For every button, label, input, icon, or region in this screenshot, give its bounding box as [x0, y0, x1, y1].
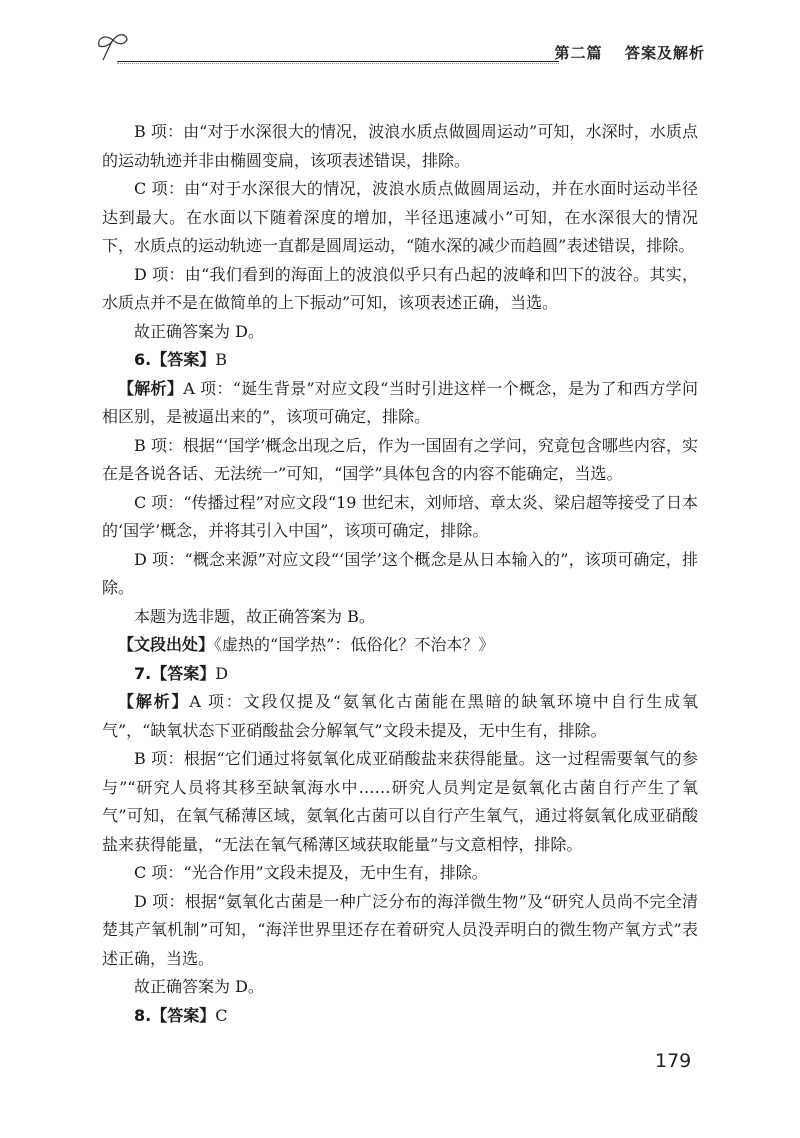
header-rule	[117, 61, 559, 62]
paragraph: C 项：由“对于水深很大的情况，波浪水质点做圆周运动，并在水面时运动半径达到最大。在水面以下随着深度的增加，半径迅速减小”可知，在水深很大的情况下，水质点的运动轨迹一直都是圆周运动，“随水深的减少而趋圆”表述错误，排除。	[102, 179, 698, 255]
paragraph: C 项：“光合作用”文段未提及，无中生有，排除。	[134, 863, 488, 882]
source-label: 【文段出处】	[118, 635, 215, 654]
paragraph: B 项：根据“它们通过将氨氧化成亚硝酸盐来获得能量。这一过程需要氧气的参与”“研究人员将其移至缺氧海水中……研究人员判定是氨氧化古菌自行产生了氧气”可知，在氧气稀薄区域，氨氧化古菌可以自行产生氧气，通过将氨氧化成亚硝酸盐来获得能量，“无法在氧气稀薄区域获取能量”与文意相悖，排除。	[102, 749, 698, 854]
paragraph: D 项：“概念来源”对应文段“‘国学’这个概念是从日本输入的”，该项可确定，排除。	[102, 549, 698, 597]
analysis-label: 【解析】	[118, 378, 184, 398]
answer-value: C	[215, 1005, 228, 1025]
answer-value: D	[215, 663, 229, 683]
paragraph: D 项：根据“氨氧化古菌是一种广泛分布的海洋微生物”及“研究人员尚不完全清楚其产氧机制”可知，“海洋世界里还存在着研究人员没弄明白的微生物产氧方式”表述正确，当选。	[102, 891, 698, 968]
source-paragraph: 【文段出处】《虚热的“国学热”：低俗化？不治本？》	[118, 635, 495, 654]
header-title	[555, 42, 706, 63]
analysis-paragraph: 【解析】A 项：“诞生背景”对应文段“当时引进这样一个概念，是为了和西方学问相区别，是被逼出来的”，该项可确定，排除。	[102, 378, 698, 426]
answer-label: 6.【答案】	[134, 350, 216, 369]
running-header	[95, 30, 705, 70]
analysis-label: 【解析】	[118, 692, 190, 711]
answer-heading	[102, 346, 698, 375]
answer-label: 8.【答案】	[134, 1005, 216, 1025]
page-number: 179	[655, 1050, 692, 1072]
answer-heading	[102, 1002, 698, 1031]
paragraph: B 项：由“对于水深很大的情况，波浪水质点做圆周运动”可知，水深时，水质点的运动轨迹并非由椭圆变扁，该项表述错误，排除。	[102, 122, 698, 170]
leaf-icon	[95, 30, 131, 64]
paragraph: 本题为选非题，故正确答案为 B。	[134, 606, 375, 626]
analysis-paragraph: 【解析】A 项：文段仅提及“氨氧化古菌能在黑暗的缺氧环境中自行生成氧气”，“缺氧状态下亚硝酸盐会分解氧气”文段未提及，无中生有，排除。	[102, 692, 698, 740]
paragraph: 故正确答案为 D。	[134, 321, 264, 341]
answer-label: 7.【答案】	[134, 663, 216, 683]
answer-value: B	[215, 350, 227, 369]
paragraph: D 项：由“我们看到的海面上的波浪似乎只有凸起的波峰和凹下的波谷。其实，水质点并不是在做简单的上下振动”可知，该项表述正确，当选。	[102, 264, 698, 312]
paragraph: C 项：“传播过程”对应文段“19 世纪末，刘师培、章太炎、梁启超等接受了日本的‘国学’概念，并将其引入中国”，该项可确定，排除。	[102, 492, 698, 540]
answer-explanations	[102, 118, 698, 1030]
paragraph: B 项：根据“‘国学’概念出现之后，作为一国固有之学问，究竟包含哪些内容，实在是各说各话、无法统一”可知，“国学”具体包含的内容不能确定，当选。	[102, 435, 698, 483]
header-section: 第二篇	[554, 44, 603, 62]
paragraph: 故正确答案为 D。	[134, 977, 264, 996]
answer-heading	[102, 660, 698, 689]
header-rule-dotted	[117, 63, 559, 64]
header-chapter-title: 答案及解析	[624, 44, 705, 62]
